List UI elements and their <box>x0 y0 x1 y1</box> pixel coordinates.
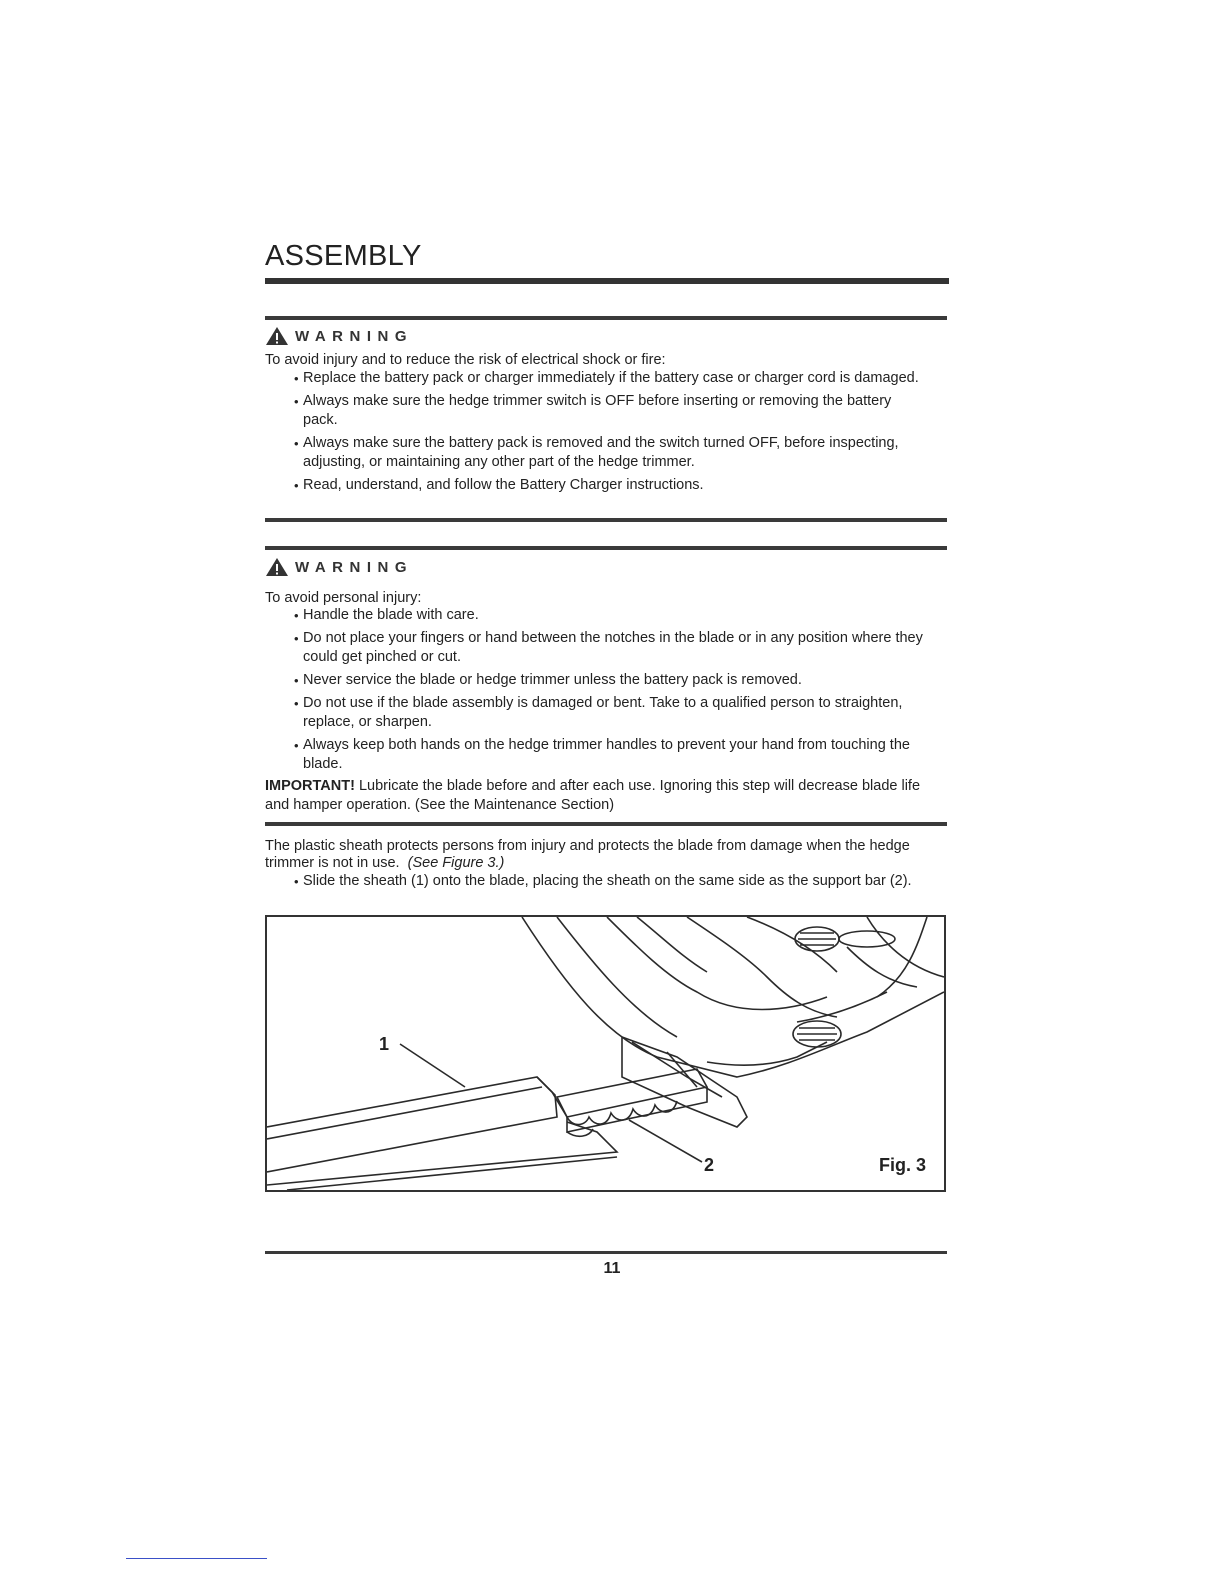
warning1-top-rule <box>265 316 947 320</box>
warning2-top-rule <box>265 546 947 550</box>
bottom-underline <box>126 1558 267 1559</box>
title-rule <box>265 278 949 284</box>
important-note <box>265 777 935 815</box>
warning1-header <box>265 326 413 346</box>
warning1-bottom-rule <box>265 518 947 522</box>
warning-triangle-icon <box>265 326 289 346</box>
warning-triangle-icon <box>265 557 289 577</box>
hedge-trimmer-illustration <box>267 917 944 1190</box>
sheath-list <box>265 872 925 891</box>
list-item: • Slide the sheath (1) onto the blade, placing the sheath on the same side as the support bar (2). <box>265 872 925 891</box>
sheath-intro <box>265 838 930 872</box>
warning1-list <box>265 369 925 495</box>
important-text: Lubricate the blade before and after each use. Ignoring this step will decrease blade life and hamper operation. (See the Maintenance Section) <box>265 778 921 813</box>
list-item: • Always make sure the hedge trimmer switch is OFF before inserting or removing the battery pack. <box>265 392 925 430</box>
list-item: • Replace the battery pack or charger immediately if the battery case or charger cord is damaged. <box>265 369 925 388</box>
footer-rule <box>265 1251 947 1254</box>
list-item: • Read, understand, and follow the Battery Charger instructions. <box>265 476 925 495</box>
warning2-list <box>265 606 925 774</box>
page-number: 11 <box>603 1260 621 1277</box>
see-figure-ref: (See Figure 3.) <box>407 855 505 871</box>
warning1-intro: To avoid injury and to reduce the risk of electrical shock or fire: <box>265 352 666 368</box>
warning2-intro: To avoid personal injury: <box>265 590 422 606</box>
warning2-header <box>265 557 413 577</box>
figure-3 <box>265 915 946 1192</box>
warning2-label: WARNING <box>295 558 413 576</box>
list-item: • Handle the blade with care. <box>265 606 925 625</box>
callout-1: 1 <box>379 1034 390 1054</box>
important-label: IMPORTANT! <box>265 778 355 794</box>
section-title: ASSEMBLY <box>265 240 422 272</box>
callout-2: 2 <box>704 1155 715 1175</box>
list-item: • Do not place your fingers or hand between the notches in the blade or in any position where they could get pinched or cut. <box>265 629 925 667</box>
warning1-label: WARNING <box>295 327 413 345</box>
sheath-intro-text: The plastic sheath protects persons from injury and protects the blade from damage when the hedge trimmer is not in use. <box>265 838 910 871</box>
warning2-bottom-rule <box>265 822 947 826</box>
list-item: • Always keep both hands on the hedge trimmer handles to prevent your hand from touching the blade. <box>265 736 925 774</box>
list-item: • Never service the blade or hedge trimmer unless the battery pack is removed. <box>265 671 925 690</box>
list-item: • Do not use if the blade assembly is damaged or bent. Take to a qualified person to straighten, replace, or sharpen. <box>265 694 925 732</box>
figure-caption: Fig. 3 <box>879 1155 927 1175</box>
list-item: • Always make sure the battery pack is removed and the switch turned OFF, before inspecting, adjusting, or maintaining any other part of the hedge trimmer. <box>265 434 925 472</box>
